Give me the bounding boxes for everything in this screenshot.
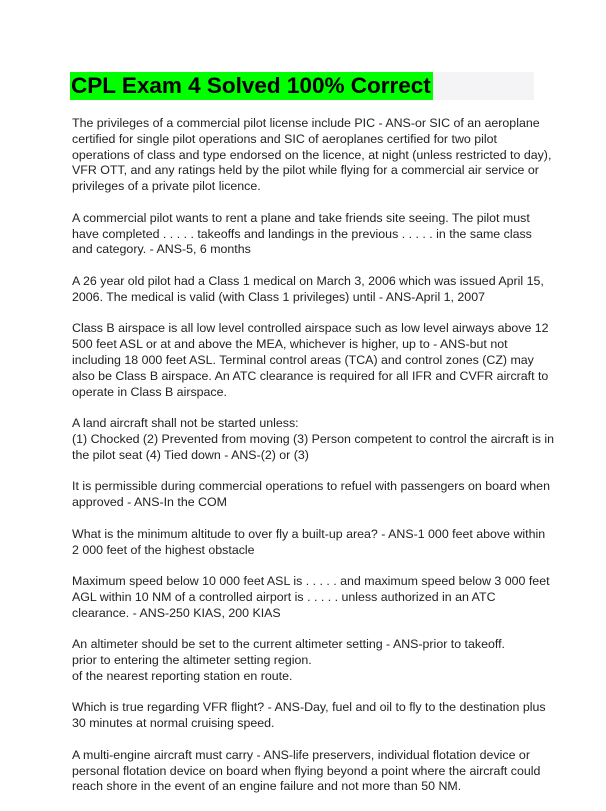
text-line: operate in Class B airspace. <box>72 384 227 399</box>
text-line: Maximum speed below 10 000 feet ASL is . . . . . and maximum speed below 3 000 feet <box>72 574 550 589</box>
question-paragraph <box>72 748 542 795</box>
text-line: Which is true regarding VFR flight? - ANS-Day, fuel and oil to fly to the destination plus <box>72 700 546 715</box>
text-line: What is the minimum altitude to over fly a built-up area? - ANS-1 000 feet above within <box>72 526 546 541</box>
text-line: including 18 000 feet ASL. Terminal control areas (TCA) and control zones (CZ) may <box>72 352 534 367</box>
text-line: An altimeter should be set to the current altimeter setting - ANS-prior to takeoff. <box>72 637 505 652</box>
text-line: 2 000 feet of the highest obstacle <box>72 542 255 557</box>
question-paragraph <box>72 211 542 258</box>
text-line: operations of class and type endorsed on the licence, at night (unless restricted to day), <box>72 147 552 162</box>
text-line: 30 minutes at normal cruising speed. <box>72 716 275 731</box>
question-paragraph <box>72 574 550 621</box>
question-paragraph <box>72 116 552 195</box>
text-line: 2006. The medical is valid (with Class 1 privileges) until - ANS-April 1, 2007 <box>72 289 485 304</box>
text-line: privileges of a private pilot licence. <box>72 179 261 194</box>
question-paragraph <box>72 321 549 400</box>
text-line: A land aircraft shall not be started unless: <box>72 416 299 431</box>
text-line: and category. - ANS-5, 6 months <box>72 242 251 257</box>
text-line: A multi-engine aircraft must carry - ANS-life preservers, individual flotation device or <box>72 747 530 762</box>
text-line: prior to entering the altimeter setting region. <box>72 653 312 668</box>
text-line: also be Class B airspace. An ATC clearance is required for all IFR and CVFR aircraft to <box>72 368 549 383</box>
text-line: of the nearest reporting station en route. <box>72 668 293 683</box>
document-body <box>72 116 555 811</box>
text-line: (1) Chocked (2) Prevented from moving (3) Person competent to control the aircraft is in <box>72 431 555 446</box>
text-line: personal flotation device on board when flying beyond a point where the aircraft could <box>72 763 541 778</box>
text-line: VFR OTT, and any ratings held by the pilot while flying for a commercial air service or <box>72 163 539 178</box>
question-paragraph <box>72 416 555 463</box>
text-line: AGL within 10 NM of a controlled airport is . . . . . unless authorized in an ATC <box>72 589 496 604</box>
question-paragraph <box>72 700 546 732</box>
text-line: approved - ANS-In the COM <box>72 495 227 510</box>
text-line: certified for single pilot operations and SIC of aeroplanes certified for two pilot <box>72 131 497 146</box>
question-paragraph <box>72 274 542 306</box>
question-paragraph <box>72 479 550 511</box>
text-line: 500 feet ASL or at and above the MEA, whichever is higher, up to - ANS-but not <box>72 337 508 352</box>
text-line: clearance. - ANS-250 KIAS, 200 KIAS <box>72 605 281 620</box>
question-paragraph <box>72 526 546 559</box>
text-line: Class B airspace is all low level controlled airspace such as low level airways above 12 <box>72 321 549 336</box>
text-line: have completed . . . . . takeoffs and landings in the previous . . . . . in the same class <box>72 226 532 241</box>
text-line: A 26 year old pilot had a Class 1 medical on March 3, 2006 which was issued April 15, <box>72 273 544 288</box>
text-line: A commercial pilot wants to rent a plane and take friends site seeing. The pilot must <box>72 210 530 225</box>
text-line: reach shore in the event of an engine failure and not more than 50 NM. <box>72 779 462 794</box>
question-paragraph <box>72 637 542 684</box>
text-line: It is permissible during commercial operations to refuel with passengers on board when <box>72 479 550 494</box>
document-title: CPL Exam 4 Solved 100% Correct <box>71 73 431 98</box>
text-line: the pilot seat (4) Tied down - ANS-(2) or (3) <box>72 447 309 462</box>
text-line: The privileges of a commercial pilot license include PIC - ANS-or SIC of an aeroplane <box>72 116 540 130</box>
